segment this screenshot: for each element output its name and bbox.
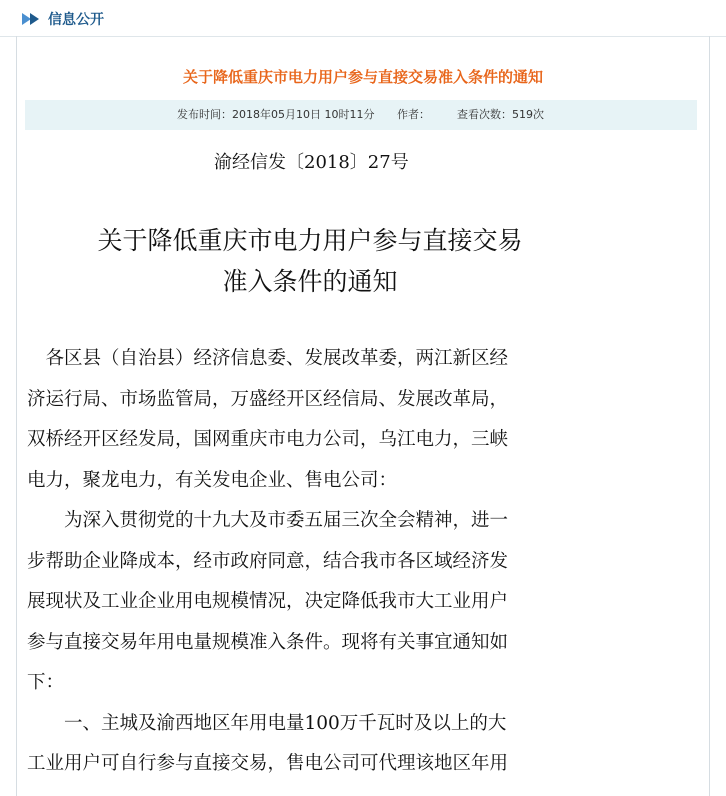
- body-line: 为深入贯彻党的十九大及市委五届三次全会精神，进一: [27, 510, 509, 531]
- document-heading: [40, 220, 580, 302]
- heading-line: 准入条件的通知: [222, 267, 398, 296]
- double-chevron-right-icon: [22, 13, 44, 25]
- author-label: 作者：: [397, 108, 430, 121]
- heading-line: 关于降低重庆市电力用户参与直接交易: [97, 226, 523, 255]
- document-number: 渝经信发〔2018〕27号: [214, 152, 409, 173]
- body-line: 展现状及工业企业用电规模情况，决定降低我市大工业用户: [27, 591, 509, 612]
- section-header: [0, 0, 726, 37]
- article-title: 关于降低重庆市电力用户参与直接交易准入条件的通知: [182, 68, 543, 86]
- publish-time: 发布时间：2018年05月10日 10时11分: [177, 108, 375, 121]
- view-count: 查看次数：519次: [457, 108, 544, 121]
- article-meta-bar: [25, 100, 697, 130]
- document-body: [27, 339, 587, 785]
- section-title: 信息公开: [48, 12, 104, 28]
- body-line: 一、主城及渝西地区年用电量100万千瓦时及以上的大: [27, 712, 507, 734]
- body-line: 工业用户可自行参与直接交易，售电公司可代理该地区年用: [27, 753, 509, 774]
- body-line: 各区县（自治县）经济信息委、发展改革委，两江新区经: [27, 348, 509, 369]
- body-line: 步帮助企业降成本，经市政府同意，结合我市各区域经济发: [27, 550, 509, 572]
- body-line: 参与直接交易年用电量规模准入条件。现将有关事宜通知如: [27, 631, 509, 653]
- body-line: 电力，聚龙电力，有关发电企业、售电公司：: [27, 469, 398, 491]
- body-line: 济运行局、市场监管局，万盛经开区经信局、发展改革局，: [27, 388, 509, 410]
- body-line: 下：: [27, 672, 65, 693]
- body-line: 双桥经开区经发局，国网重庆市电力公司，乌江电力，三峡: [27, 429, 509, 450]
